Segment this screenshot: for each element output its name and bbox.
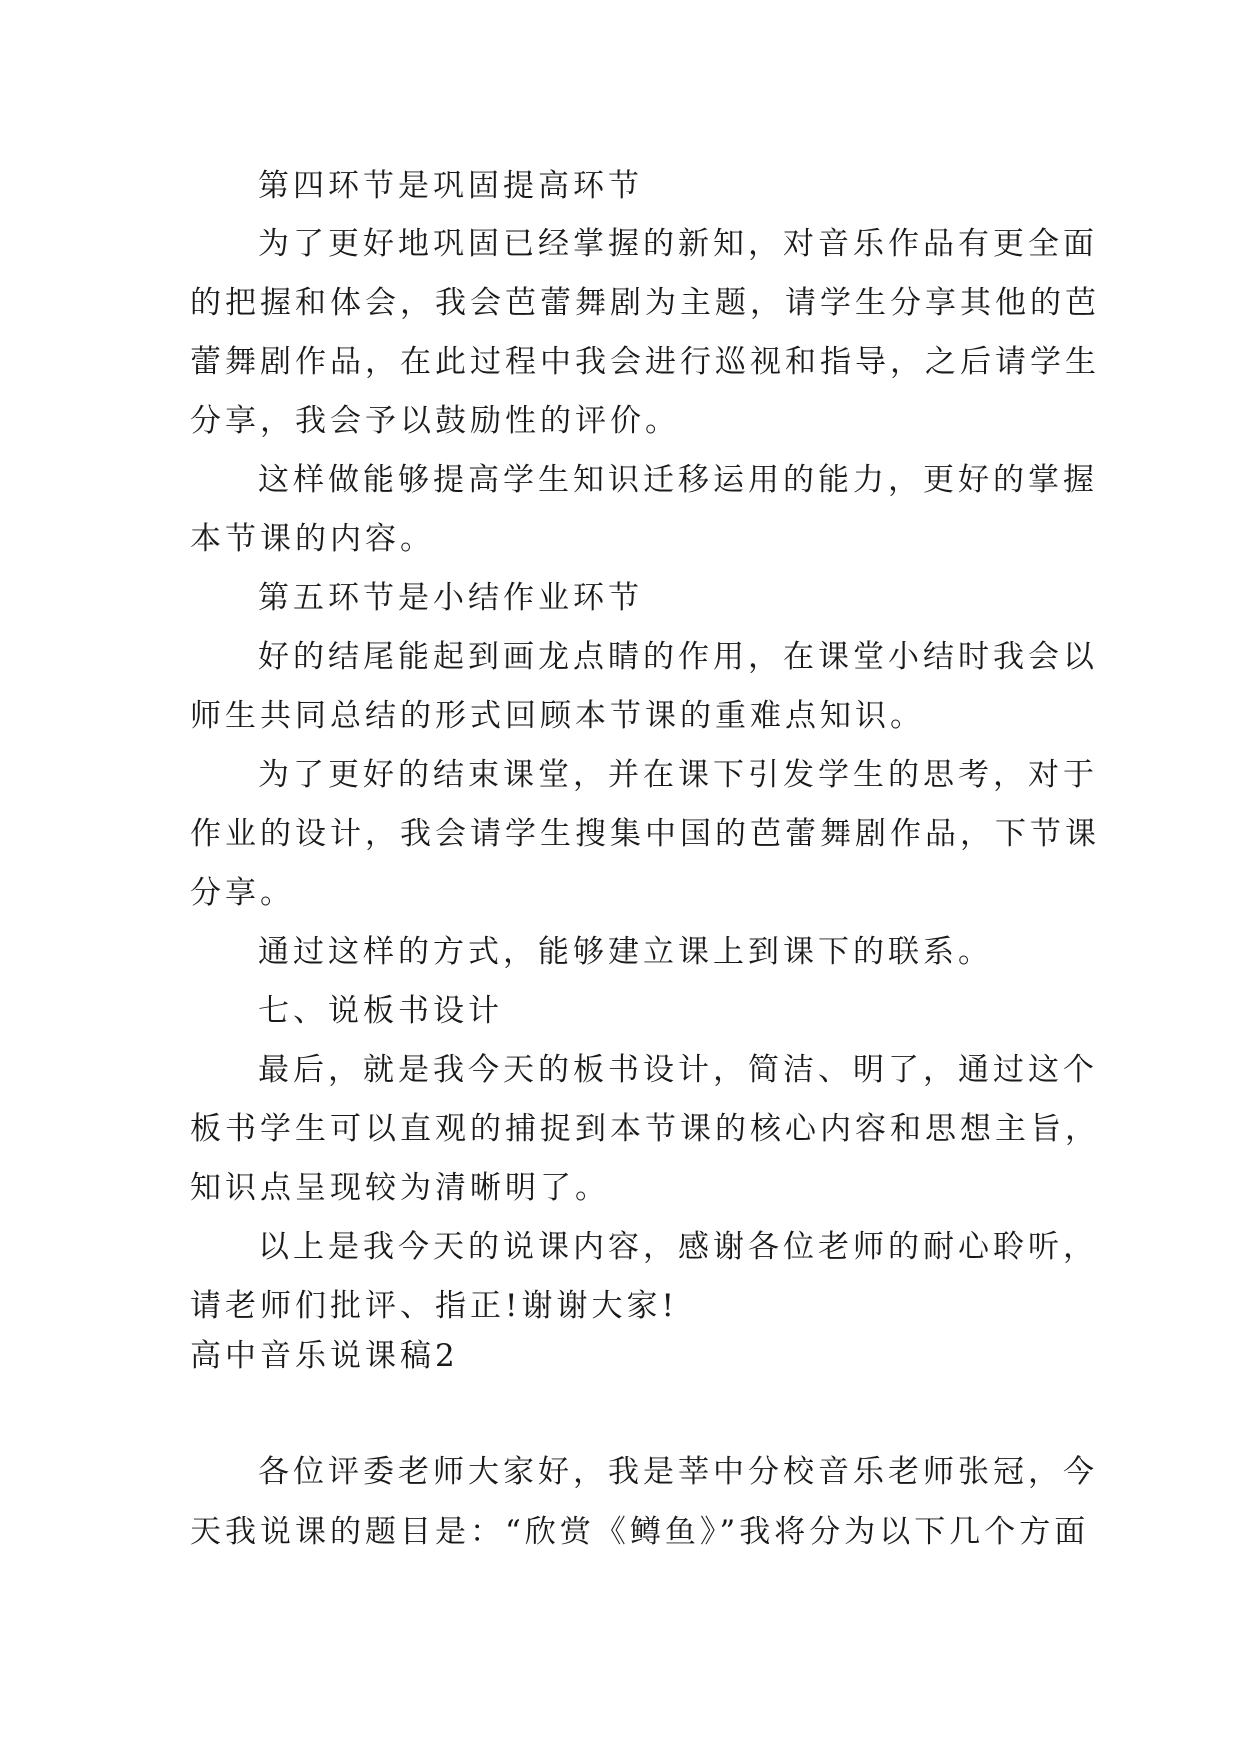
text-line: 好的结尾能起到画龙点睛的作用，在课堂小结时我会以 <box>258 639 1098 675</box>
text-line: 这样做能够提高学生知识迁移运用的能力，更好的掌握 <box>258 462 1098 498</box>
text-line: 各位评委老师大家好，我是莘中分校音乐老师张冠，今 <box>258 1454 1098 1490</box>
text-line: 最后，就是我今天的板书设计，简洁、明了，通过这个 <box>258 1052 1098 1088</box>
text-line: 作业的设计，我会请学生搜集中国的芭蕾舞剧作品，下节课 <box>190 816 1100 852</box>
text-line: 天我说课的题目是：“欣赏《鳟鱼》”我将分为以下几个方面 <box>190 1514 1090 1550</box>
text-line: 师生共同总结的形式回顾本节课的重难点知识。 <box>190 698 925 734</box>
text-line: 蕾舞剧作品，在此过程中我会进行巡视和指导，之后请学生 <box>190 344 1100 380</box>
text-line: 通过这样的方式，能够建立课上到课下的联系。 <box>258 934 993 970</box>
text-line: 第五环节是小结作业环节 <box>258 580 643 616</box>
text-line: 七、说板书设计 <box>258 993 503 1029</box>
section-heading: 高中音乐说课稿2 <box>190 1338 459 1374</box>
text-line: 第四环节是巩固提高环节 <box>258 168 643 204</box>
text-line: 知识点呈现较为清晰明了。 <box>190 1170 610 1206</box>
text-line: 为了更好地巩固已经掌握的新知，对音乐作品有更全面 <box>258 226 1098 262</box>
text-line: 分享。 <box>190 875 295 911</box>
text-line: 请老师们批评、指正!谢谢大家! <box>190 1288 678 1324</box>
text-line: 分享，我会予以鼓励性的评价。 <box>190 403 680 439</box>
text-line: 以上是我今天的说课内容，感谢各位老师的耐心聆听， <box>258 1229 1098 1265</box>
text-line: 为了更好的结束课堂，并在课下引发学生的思考，对于 <box>258 757 1098 793</box>
text-line: 的把握和体会，我会芭蕾舞剧为主题，请学生分享其他的芭 <box>190 285 1100 321</box>
text-line: 本节课的内容。 <box>190 521 435 557</box>
text-line: 板书学生可以直观的捕捉到本节课的核心内容和思想主旨， <box>190 1111 1100 1147</box>
